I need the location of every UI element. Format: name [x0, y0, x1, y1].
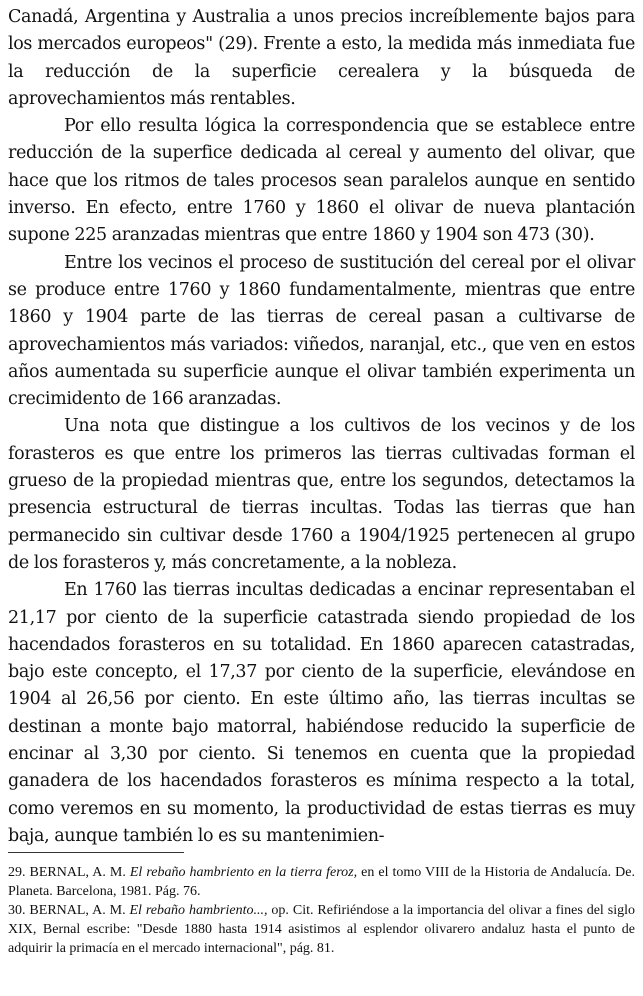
paragraph-3: Entre los vecinos el proceso de sustitución del cereal por el olivar se produce entre 1760 y 1860 fundamentalmente, mientras que entre 1860 y 1904 parte de las tierras de cereal pasan a cultivarse de aprovechamientos más variados: viñedos, naranjal, etc., que ven en estos años aumentada su superficie aunque el olivar también experimenta un crecimidento de 166 aranzadas.: [8, 252, 635, 410]
paragraph-2: Por ello resulta lógica la correspondencia que se establece entre reducción de la superfice dedicada al cereal y aumento del olivar, que hace que los ritmos de tales procesos sean paralelos aunque en sentido inverso. En efecto, entre 1760 y 1860 el olivar de nueva plantación supone 225 aranzadas mientras que entre 1860 y 1904 son 473 (30).: [8, 116, 635, 246]
main-text: [8, 4, 635, 850]
footnote-30: [8, 901, 635, 958]
paragraph-5: En 1760 las tierras incultas dedicadas a encinar representaban el 21,17 por ciento de la superficie catastrada siendo propiedad de los hacendados forasteros en su totalidad. En 1860 aparecen catastradas, bajo este concepto, el 17,37 por ciento de la superficie, elevándose en 1904 al 26,56 por ciento. En este último año, las tierras incultas se destinan a monte bajo matorral, habiéndose reducido la superficie de encinar al 3,30 por ciento. Si tenemos en cuenta que la propiedad ganadera de los hacendados forasteros es mínima respecto a la total, como veremos en su momento, la productividad de estas tierras es muy baja, aunque también lo es su mantenimien-: [8, 580, 635, 846]
footnote-29-rest: en el tomo VIII de la Historia de Andalucía. De. Planeta. Barcelona, 1981. Pág. 76.: [8, 865, 635, 899]
paragraph-4: Una nota que distingue a los cultivos de los vecinos y de los forasteros es que entre los primeros las tierras cultivadas forman el grueso de la propiedad mientras que, entre los segundos, detectamos la presencia estructural de tierras incultas. Todas las tierras que han permanecido sin cultivar desde 1760 a 1904/1925 pertenecen al grupo de los forasteros y, más concretamente, a la nobleza.: [8, 416, 635, 573]
footnote-30-title: El rebaño hambriento...,: [129, 903, 268, 918]
footnote-29-title: El rebaño hambriento en la tierra feroz,: [129, 865, 358, 880]
footnotes: [8, 852, 635, 958]
footnote-30-prefix: 30. BERNAL, A. M.: [8, 903, 130, 918]
footnote-divider: [8, 852, 184, 853]
paragraph-1: Canadá, Argentina y Australia a unos precios increíblemente bajos para los mercados europeos" (29). Frente a esto, la medida más inmediata fue la reducción de la superficie cerealera y la búsqueda de aprovechamientos más rentables.: [8, 7, 635, 109]
footnote-29-prefix: 29. BERNAL, A. M.: [8, 865, 130, 880]
footnote-29: [8, 863, 635, 901]
footnote-30-rest: op. Cit. Refiriéndose a la importancia del olivar a fines del siglo XIX, Bernal escribe: "Desde 1880 hasta 1914 asistimos al esplendor olivarero andaluz hasta el punto de adquirir la primacía en el mercado internacional", pág. 81.: [8, 903, 635, 956]
